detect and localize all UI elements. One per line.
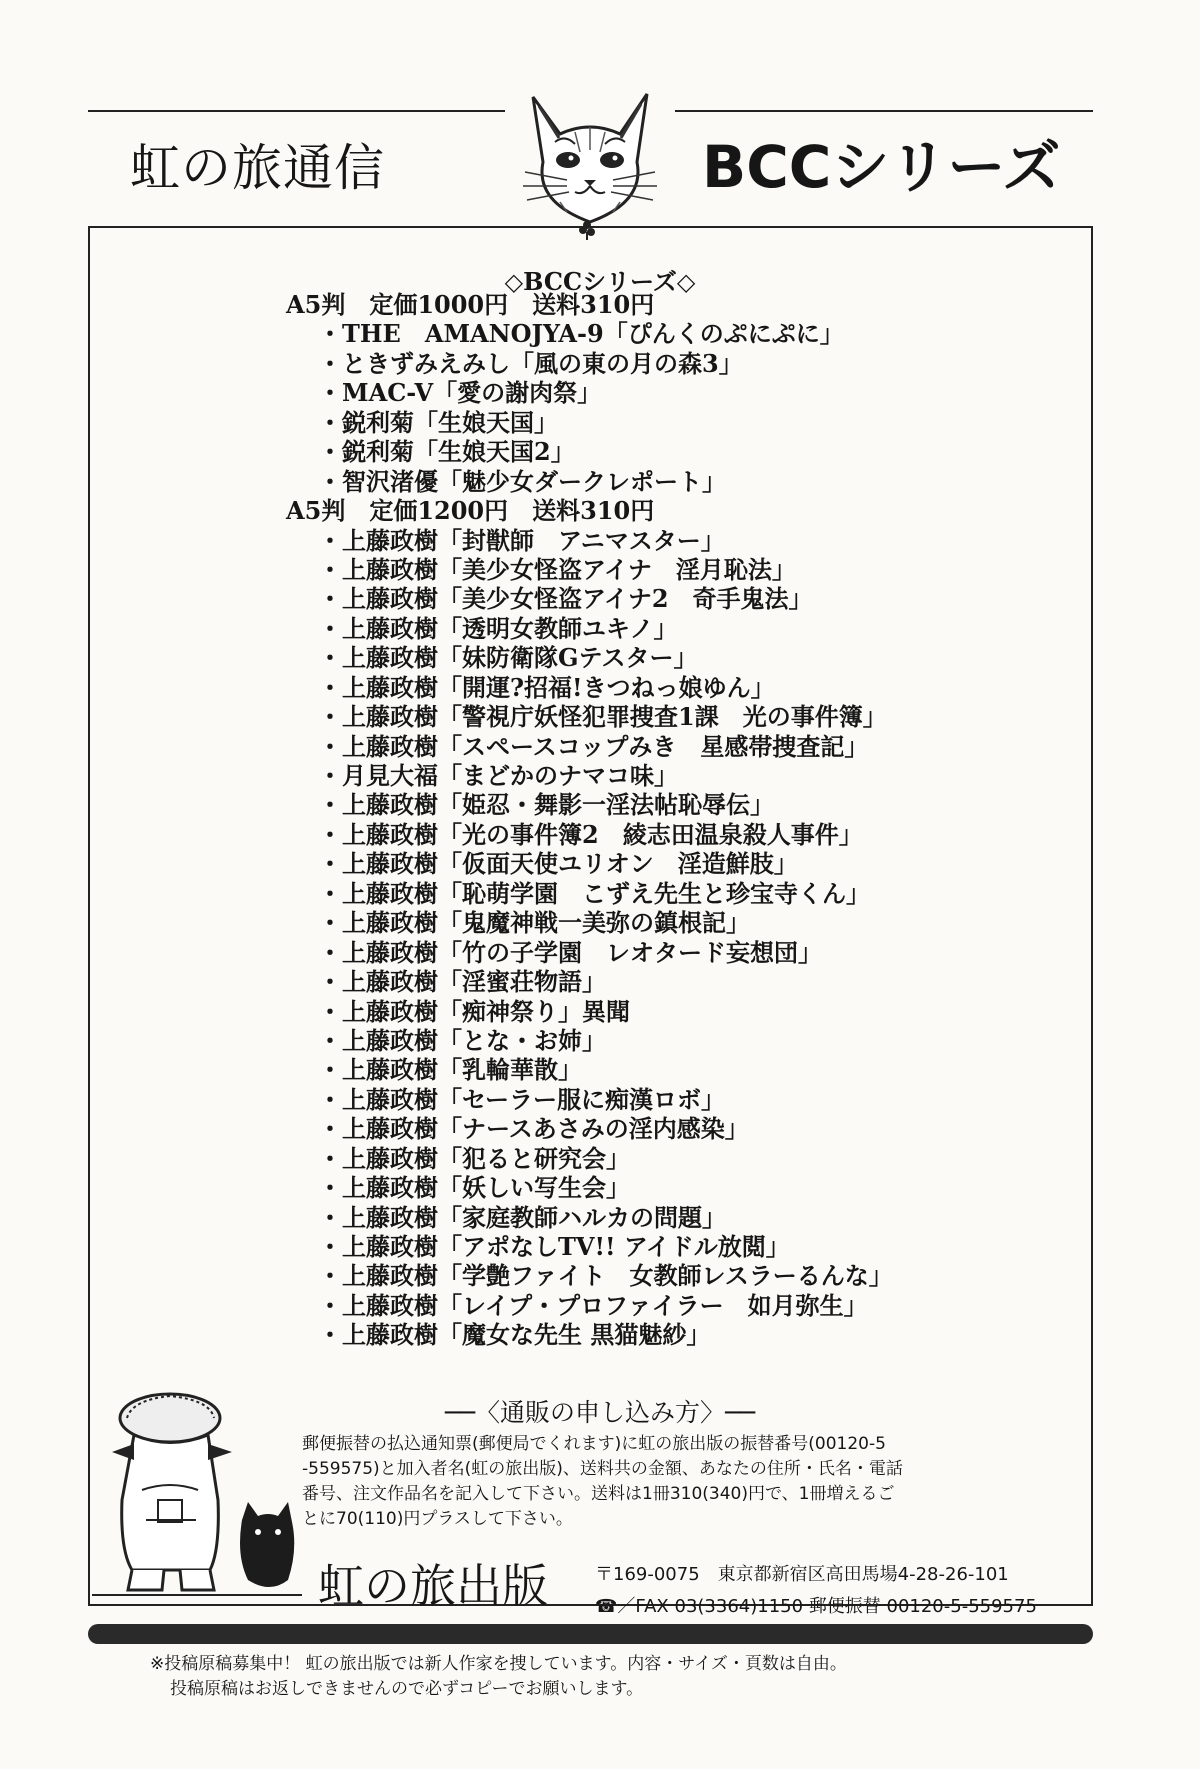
bullet-icon: ・ [318,378,342,408]
catalog-item [270,1144,1090,1173]
newsletter-title: 虹の旅通信 [130,139,385,197]
bullet-icon: ・ [318,761,342,790]
catalog-item-title: 上藤政樹「美少女怪盗アイナ2 奇手鬼法」 [342,584,813,614]
catalog-item-title: 上藤政樹「学艶ファイト 女教師レスラーるんな」 [342,1261,893,1291]
catalog-item-title: 上藤政樹「姫忍・舞影一淫法帖恥辱伝」 [342,790,774,820]
catalog-item [270,997,1090,1026]
catalog-item-title: 上藤政樹「レイプ・プロファイラー 如月弥生」 [342,1290,868,1320]
bullet-icon: ・ [318,319,342,349]
catalog-item [270,761,1090,790]
bullet-icon: ・ [318,437,342,467]
price-header: A5判 定価1000円 送料310円 [286,290,655,319]
catalog-item [270,673,1090,702]
catalog-item-title: 上藤政樹「仮面天使ユリオン 淫造鮮肢」 [342,849,798,879]
catalog-item [270,408,1090,437]
submission-note [150,1652,1150,1702]
catalog-item-title: 上藤政樹「ナースあさみの淫内感染」 [342,1114,749,1144]
bullet-icon: ・ [318,1290,342,1320]
catalog-item-title: MAC-V「愛の謝肉祭」 [342,378,602,408]
order-heading: ──〈通販の申し込み方〉── [444,1398,756,1427]
catalog-item [270,908,1090,937]
catalog-item [270,643,1090,672]
catalog-item-title: 上藤政樹「乳輪華散」 [342,1055,582,1085]
bullet-icon: ・ [318,937,342,967]
series-title: BCCシリーズ [702,133,1061,201]
bullet-icon: ・ [318,849,342,879]
bullet-icon: ・ [318,1202,342,1232]
catalog-item-title: 上藤政樹「スペースコップみき 星感帯捜査記」 [342,731,869,761]
catalog-item-title: 鋭利菊「生娘天国」 [342,407,558,437]
bullet-icon: ・ [318,1114,342,1144]
catalog-item-title: 上藤政樹「淫蜜荘物語」 [342,967,606,997]
catalog-item [270,1320,1090,1349]
cat-face-icon [505,72,675,242]
catalog-item-title: 上藤政樹「魔女な先生 黒猫魅紗」 [342,1320,711,1350]
black-cat-icon [240,1502,294,1587]
bullet-icon: ・ [318,731,342,761]
catalog-item-title: 上藤政樹「警視庁妖怪犯罪捜査1課 光の事件簿」 [342,702,887,732]
bullet-icon: ・ [318,790,342,820]
catalog-item-title: 鋭利菊「生娘天国2」 [342,437,575,467]
catalog-item-title: 上藤政樹「妹防衛隊Gテスター」 [342,643,698,673]
catalog-item [270,437,1090,466]
catalog-item [270,1026,1090,1055]
catalog-item [270,1085,1090,1114]
footer-line: 投稿原稿はお返しできませんので必ずコピーでお願いします。 [170,1679,644,1699]
order-line: -559575)と加入者名(虹の旅出版)、送料共の金額、あなたの住所・氏名・電話 [302,1459,903,1479]
bullet-icon: ・ [318,584,342,614]
catalog-item [270,849,1090,878]
catalog-item [270,526,1090,555]
order-instructions [302,1432,1082,1532]
order-line: とに70(110)円プラスして下さい。 [302,1509,573,1529]
bullet-icon: ・ [318,967,342,997]
bullet-icon: ・ [318,1143,342,1173]
catalog-item-title: 上藤政樹「開運?招福!きつねっ娘ゆん」 [342,672,775,702]
catalog-item-title: 上藤政樹「痴神祭り」異聞 [342,996,630,1026]
catalog-item-title: THE AMANOJYA-9「ぴんくのぷにぷに」 [342,319,844,349]
order-line: 郵便振替の払込通知票(郵便局でくれます)に虹の旅出版の振替番号(00120-5 [302,1434,886,1454]
catalog-item [270,1261,1090,1290]
catalog-item-title: 上藤政樹「透明女教師ユキノ」 [342,613,678,643]
catalog-item-title: 上藤政樹「アポなしTV!! アイドル放閲」 [342,1232,790,1261]
catalog-heading: ◇BCCシリーズ◇ [504,267,696,296]
catalog-item-title: 上藤政樹「光の事件簿2 綾志田温泉殺人事件」 [342,819,863,849]
catalog-list [270,290,1090,1350]
catalog-item-title: ときずみえみし「風の東の月の森3」 [342,348,743,378]
bullet-icon: ・ [318,1084,342,1114]
catalog-item [270,820,1090,849]
catalog-item [270,1114,1090,1143]
bullet-icon: ・ [318,643,342,673]
bullet-icon: ・ [318,702,342,732]
catalog-item-title: 智沢渚優「魅少女ダークレポート」 [342,466,726,496]
bullet-icon: ・ [318,672,342,702]
catalog-item-title: 上藤政樹「美少女怪盗アイナ 淫月恥法」 [342,554,796,584]
bullet-icon: ・ [318,613,342,643]
catalog-item-title: 上藤政樹「家庭教師ハルカの問題」 [342,1202,726,1232]
bullet-icon: ・ [318,1261,342,1291]
catalog-item [270,614,1090,643]
bullet-icon: ・ [318,1232,342,1261]
publisher-address: 〒169-0075 東京都新宿区高田馬場4-28-26-101 [595,1564,1009,1585]
mascot-illustration [92,1380,302,1602]
bullet-icon: ・ [318,348,342,378]
bullet-icon: ・ [318,996,342,1026]
catalog-item-title: 上藤政樹「竹の子学園 レオタード妄想団」 [342,937,822,967]
catalog-item [270,1173,1090,1202]
bullet-icon: ・ [318,819,342,849]
catalog-item [270,879,1090,908]
catalog-item [270,349,1090,378]
catalog-item-title: 上藤政樹「とな・お姉」 [342,1025,606,1055]
footer-line: ※投稿原稿募集中！ 虹の旅出版では新人作家を捜しています。内容・サイズ・頁数は自由。 [150,1654,847,1674]
catalog-item [270,967,1090,996]
bullet-icon: ・ [318,1055,342,1085]
catalog-item-title: 上藤政樹「封獣師 アニマスター」 [342,525,725,555]
catalog-item [270,1055,1090,1084]
bullet-icon: ・ [318,407,342,437]
catalog-item [270,732,1090,761]
bullet-icon: ・ [318,1025,342,1055]
bullet-icon: ・ [318,525,342,555]
footer-bar [88,1624,1093,1644]
catalog-item [270,467,1090,496]
bullet-icon: ・ [318,466,342,496]
catalog-item-title: 上藤政樹「犯ると研究会」 [342,1143,630,1173]
catalog-item-title: 上藤政樹「妖しい写生会」 [342,1173,630,1203]
catalog-item [270,378,1090,407]
catalog-item-title: 上藤政樹「恥萌学園 こずえ先生と珍宝寺くん」 [342,878,870,908]
bullet-icon: ・ [318,1173,342,1203]
catalog-item [270,790,1090,819]
price-header: A5判 定価1200円 送料310円 [286,496,655,526]
order-line: 番号、注文作品名を記入して下さい。送料は1冊310(340)円で、1冊増えるご [302,1484,895,1504]
bullet-icon: ・ [318,554,342,584]
catalog-item [270,1291,1090,1320]
catalog-item [270,702,1090,731]
catalog-item [270,555,1090,584]
bullet-icon: ・ [318,1320,342,1350]
catalog-item-title: 上藤政樹「鬼魔神戦一美弥の鎮根記」 [342,908,750,938]
catalog-item [270,1203,1090,1232]
catalog-item [270,938,1090,967]
catalog-item [270,319,1090,348]
catalog-item-title: 月見大福「まどかのナマコ味」 [342,761,678,790]
publisher-contact: ☎／FAX 03(3364)1150 郵便振替 00120-5-559575 [595,1596,1037,1617]
catalog-item-title: 上藤政樹「セーラー服に痴漢ロボ」 [342,1084,726,1114]
publisher-name: 虹の旅出版 [318,1559,548,1613]
bullet-icon: ・ [318,908,342,938]
catalog-item [270,584,1090,613]
mascot-figure-icon [112,1394,232,1590]
catalog-item [270,1232,1090,1261]
bullet-icon: ・ [318,878,342,908]
